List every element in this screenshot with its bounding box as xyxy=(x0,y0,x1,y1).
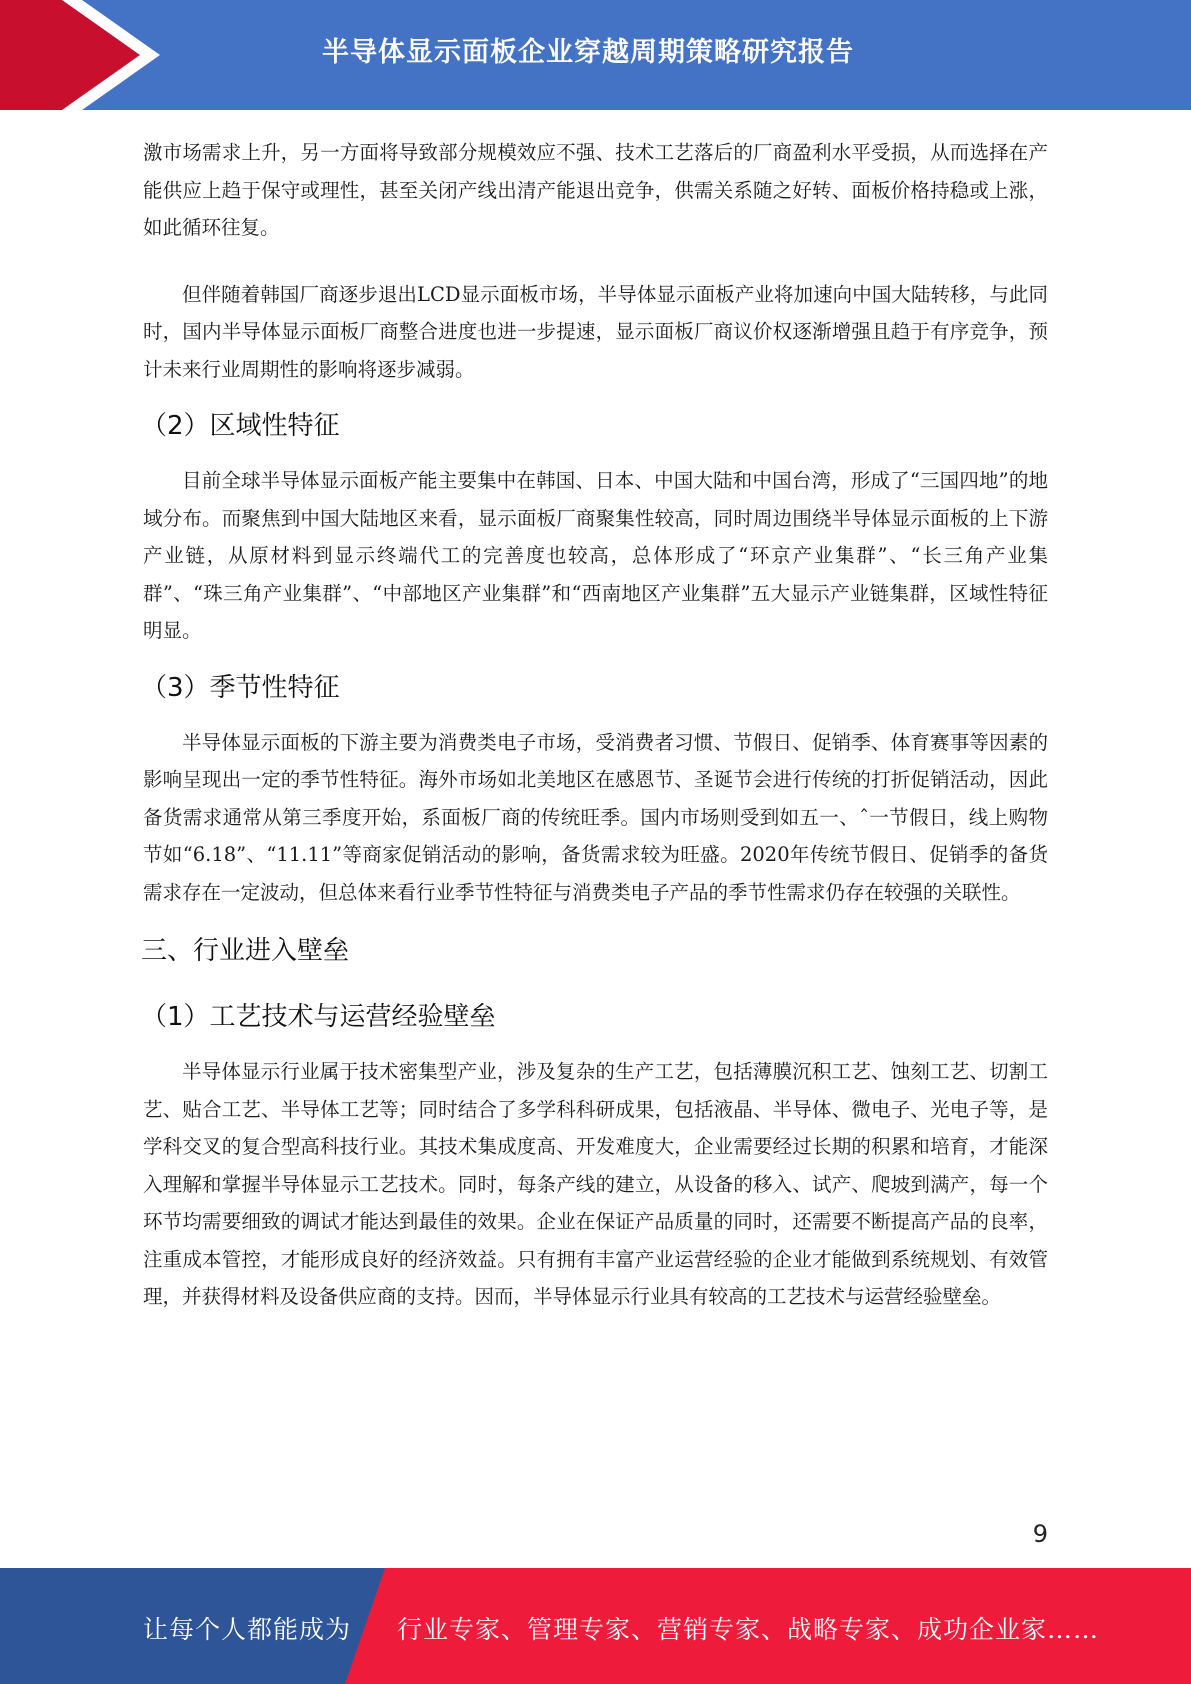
report-title: 半导体显示面板企业穿越周期策略研究报告 xyxy=(322,37,854,68)
heading-seasonal-features: （3）季节性特征 xyxy=(141,672,340,703)
footer-slogan-right: 行业专家、管理专家、营销专家、战略专家、成功企业家…… xyxy=(397,1615,1100,1644)
page-header xyxy=(0,0,1191,110)
paragraph-korea-exit: 但伴随着韩国厂商逐步退出LCD显示面板市场，半导体显示面板产业将加速向中国大陆转移，与此同时，国内半导体显示面板厂商整合进度也进一步提速，显示面板厂商议价权逐渐增强且趋于有序竞争，预计未来行业周期性的影响将逐步减弱。 xyxy=(143,282,1048,381)
paragraph-tech-barrier: 半导体显示行业属于技术密集型产业，涉及复杂的生产工艺，包括薄膜沉积工艺、蚀刻工艺、切割工艺、贴合工艺、半导体工艺等；同时结合了多学科科研成果，包括液晶、半导体、微电子、光电子等，是学科交叉的复合型高科技行业。其技术集成度高、开发难度大，企业需要经过长期的积累和培育，才能深入理解和掌握半导体显示工艺技术。同时，每条产线的建立，从设备的移入、试产、爬坡到满产，每一个环节均需要细致的调试才能达到最佳的效果。企业在保证产品质量的同时，还需要不断提高产品的良率，注重成本管控，才能形成良好的经济效益。只有拥有丰富产业运营经验的企业才能做到系统规划、有效管理，并获得材料及设备供应商的支持。因而，半导体显示行业具有较高的工艺技术与运营经验壁垒。 xyxy=(143,1060,1048,1308)
paragraph-regional: 目前全球半导体显示面板产能主要集中在韩国、日本、中国大陆和中国台湾，形成了“三国四地”的地域分布。而聚焦到中国大陆地区来看，显示面板厂商聚集性较高，同时周边围绕半导体显示面板的上下游产业链，从原材料到显示终端代工的完善度也较高，总体形成了“环京产业集群”、“长三角产业集群”、“珠三角产业集群”、“中部地区产业集群”和“西南地区产业集群”五大显示产业链集群，区域性特征明显。 xyxy=(143,469,1048,642)
page-footer xyxy=(0,1568,1191,1684)
footer-slogan-left: 让每个人都能成为 xyxy=(143,1615,352,1644)
page-content xyxy=(143,134,1048,1316)
heading-regional-features: （2）区域性特征 xyxy=(141,411,340,441)
paragraph-seasonal: 半导体显示面板的下游主要为消费类电子市场，受消费者习惯、节假日、促销季、体育赛事等因素的影响呈现出一定的季节性特征。海外市场如北美地区在感恩节、圣诞节会进行传统的打折促销活动，因此备货需求通常从第三季度开始，系面板厂商的传统旺季。国内市场则受到如五一、ˆ一节假日，线上购物节如“6.18”、“11.11”等商家促销活动的影响，备货需求较为旺盛。2020年传统节假日、促销季的备货需求存在一定波动，但总体来看行业季节性特征与消费类电子产品的季节性需求仍存在较强的关联性。 xyxy=(143,730,1048,904)
heading-entry-barriers: 三、行业进入壁垒 xyxy=(141,936,350,966)
page-number: 9 xyxy=(1032,1520,1048,1548)
paragraph-cycle-continuation: 激市场需求上升，另一方面将导致部分规模效应不强、技术工艺落后的厂商盈利水平受损，从而选择在产能供应上趋于保守或理性，甚至关闭产线出清产能退出竞争，供需关系随之好转、面板价格持稳或上涨，如此循环往复。 xyxy=(143,141,1048,239)
heading-tech-barrier: （1）工艺技术与运营经验壁垒 xyxy=(141,1002,496,1032)
